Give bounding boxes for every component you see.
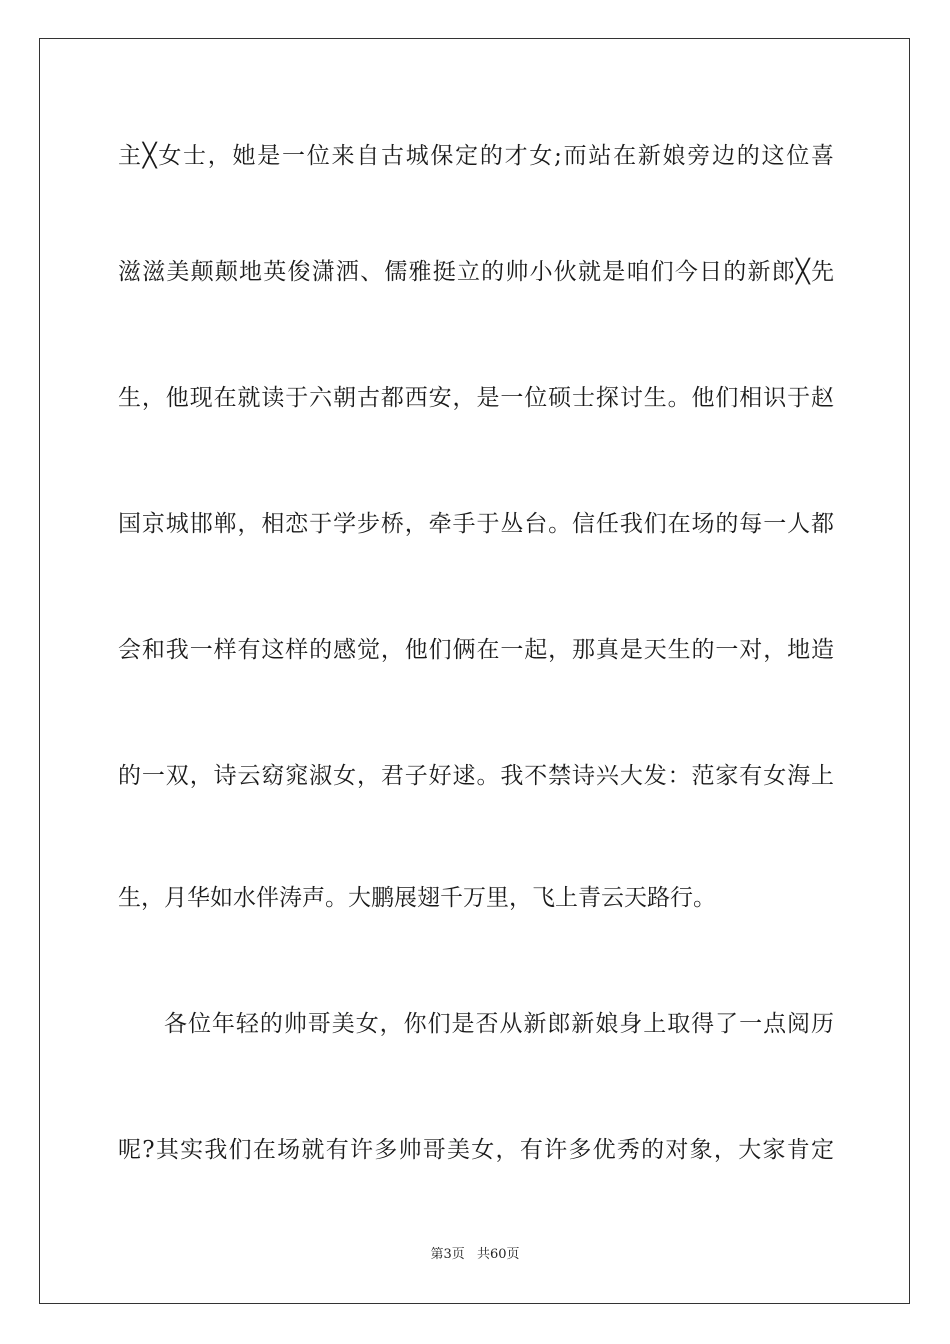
body-text-line-7: 生，月华如水伴涛声。大鹏展翅千万里，飞上青云天路行。: [118, 885, 716, 911]
body-text-line-9: 呢?其实我们在场就有许多帅哥美女，有许多优秀的对象，大家肯定: [118, 1137, 834, 1163]
body-text-line-1: 主╳女士，她是一位来自古城保定的才女;而站在新娘旁边的这位喜: [118, 143, 834, 169]
page-number: 第3页: [430, 1247, 465, 1262]
body-text-line-3: 生，他现在就读于六朝古都西安，是一位硕士探讨生。他们相识于赵: [118, 385, 834, 411]
body-text-line-4: 国京城邯郸，相恋于学步桥，牵手于丛台。信任我们在场的每一人都: [118, 511, 834, 537]
page-footer: [0, 1246, 950, 1264]
body-text-line-2: 滋滋美颠颠地英俊潇洒、儒雅挺立的帅小伙就是咱们今日的新郎╳先: [118, 259, 834, 285]
page-total: 共60页: [476, 1247, 520, 1262]
body-text-line-6: 的一双，诗云窈窕淑女，君子好逑。我不禁诗兴大发：范家有女海上: [118, 763, 834, 789]
body-text-line-5: 会和我一样有这样的感觉，他们俩在一起，那真是天生的一对，地造: [118, 637, 834, 663]
body-text-line-8: 各位年轻的帅哥美女，你们是否从新郎新娘身上取得了一点阅历: [164, 1011, 834, 1037]
page-frame: [39, 38, 910, 1304]
